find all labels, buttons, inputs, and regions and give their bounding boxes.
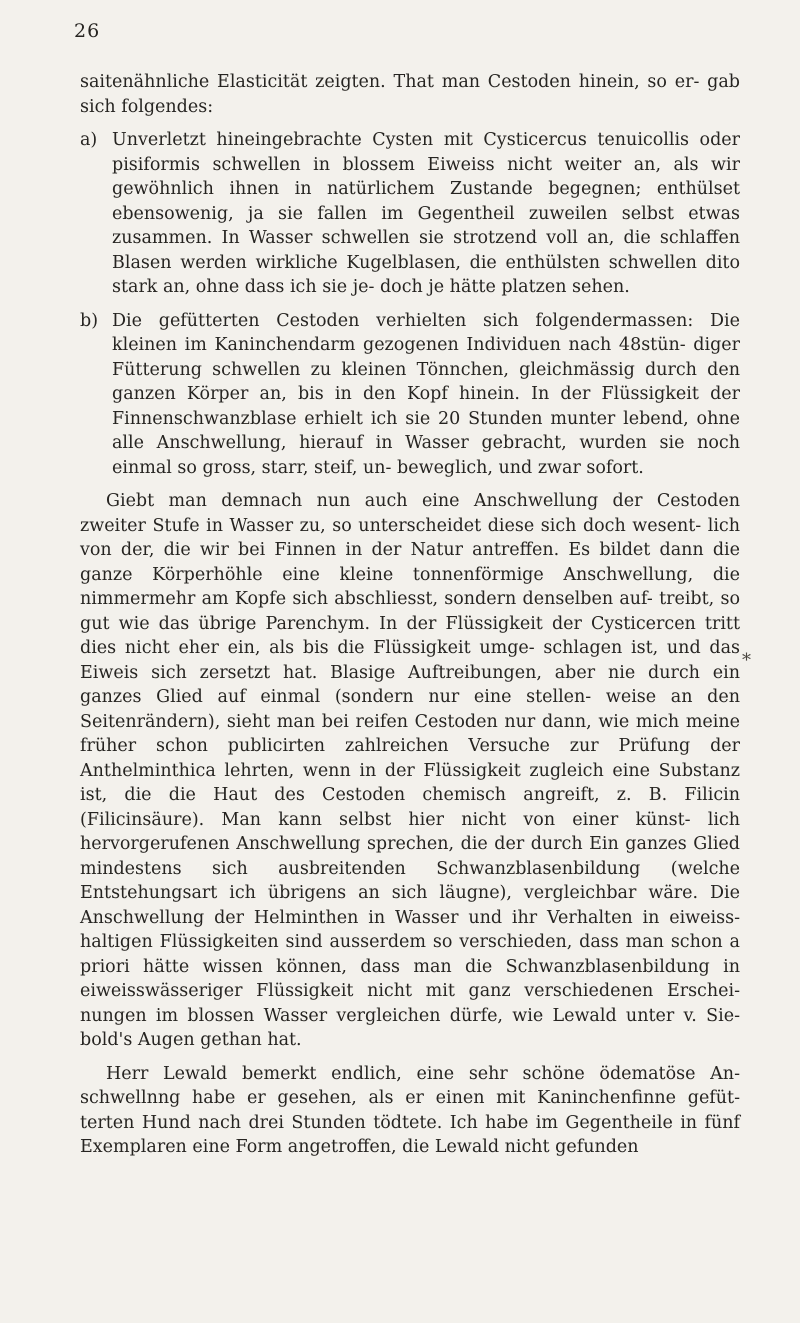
list-item-label: a)	[80, 130, 98, 150]
list-item-text: Die gefütterten Cestoden verhielten sich folgendermassen: Die kleinen im Kaninchendarm gezogenen Individuen nach 48stün- diger Fütterung schwellen zu kleinen Tönnchen, gleichmässig durch den ganzen Körper an, bis in den Kopf hinein. In der Flüssigkeit der Finnenschwanzblase erhielt ich sie 20 Stunden munter lebend, ohne alle Anschwellung, hierauf in Wasser gebracht, wurden sie noch einmal so gross, starr, steif, un- beweglich, und zwar sofort.	[112, 310, 740, 478]
page-text	[80, 70, 740, 1160]
list-item-text: Unverletzt hineingebrachte Cysten mit Cysticercus tenuicollis oder pisiformis schwellen in blossem Eiweiss nicht weiter an, als wir gewöhnlich ihnen in natürlichem Zustande begegnen; enthülset ebensowenig, ja sie fallen im Gegentheil zuweilen selbst etwas zusammen. In Wasser schwellen sie strotzend voll an, die schlaffen Blasen werden wirkliche Kugelblasen, die enthülsten schwellen dito stark an, ohne dass ich sie je- doch je hätte platzen sehen.	[112, 130, 740, 297]
page-number: 26	[74, 20, 101, 42]
list-item-label: b)	[80, 310, 99, 331]
body-paragraph-1: Giebt man demnach nun auch eine Anschwellung der Cestoden zweiter Stufe in Wasser zu, so unterscheidet diese sich doch wesent- lich von der, die wir bei Finnen in der Natur antreffen. Es bildet dann die ganze Körperhöhle eine kleine tonnenförmige Anschwellung, die nimmermehr am Kopfe sich abschliesst, sondern denselben auf- treibt, so gut wie das übrige Parenchym. In der Flüssigkeit der Cysticercen tritt dies nicht eher ein, als bis die Flüssigkeit umge- schlagen ist, und das Eiweis sich zersetzt hat. Blasige Auftreibungen, aber nie durch ein ganzes Glied auf einmal (sondern nur eine stellen- weise an den Seitenrändern), sieht man bei reifen Cestoden nur dann, wie mich meine früher schon publicirten zahlreichen Versuche zur Prüfung der Anthelminthica lehrten, wenn in der Flüssigkeit zugleich eine Substanz ist, die die Haut des Cestoden chemisch angreift, z. B. Filicin (Filicinsäure). Man kann selbst hier nicht von einer künst- lich hervorgerufenen Anschwellung sprechen, die der durch Ein ganzes Glied mindestens sich ausbreitenden Schwanzblasenbildung (welche Entstehungsart ich übrigens an sich läugne), vergleichbar wäre. Die Anschwellung der Helminthen in Wasser und ihr Verhalten in eiweiss- haltigen Flüssigkeiten sind ausserdem so verschieden, dass man schon a priori hätte wissen können, dass man die Schwanzblasenbildung in eiweisswässeriger Flüssigkeit nicht mit ganz verschiedenen Erschei- nungen im blossen Wasser vergleichen dürfe, wie Lewald unter v. Sie- bold's Augen gethan hat.	[80, 491, 740, 1050]
list-item-a	[80, 128, 740, 300]
margin-mark: *	[742, 650, 751, 671]
body-paragraph-2: Herr Lewald bemerkt endlich, eine sehr schöne ödematöse An- schwellnng habe er gesehen, als er einen mit Kaninchenfinne gefüt- terten Hund nach drei Stunden tödtete. Ich habe im Gegentheile in fünf Exemplaren eine Form angetroffen, die Lewald nicht gefunden	[80, 1063, 740, 1157]
list-item-b	[80, 309, 740, 481]
intro-paragraph: saitenähnliche Elasticität zeigten. That man Cestoden hinein, so er- gab sich folgendes:	[80, 72, 740, 117]
